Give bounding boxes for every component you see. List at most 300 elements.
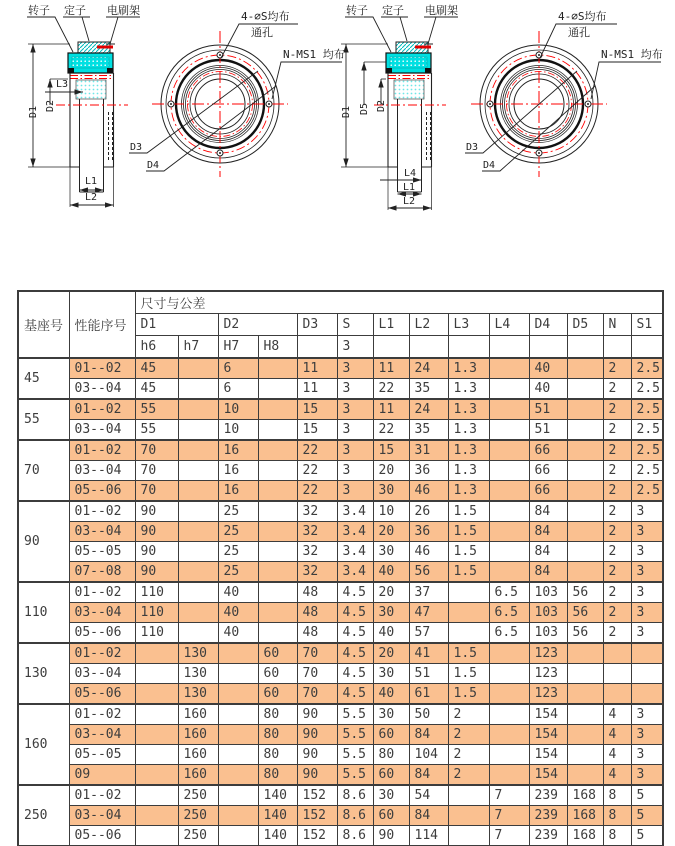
value-cell: 4.5 <box>337 603 373 623</box>
value-cell: 30 <box>373 603 409 623</box>
perf-number-cell: 03--04 <box>69 806 135 826</box>
value-cell: 8 <box>603 826 631 846</box>
header-dim: D1 <box>135 314 218 336</box>
value-cell: 60 <box>373 725 409 745</box>
value-cell: 2 <box>603 562 631 583</box>
value-cell: 84 <box>529 542 567 562</box>
value-cell <box>178 501 218 522</box>
perf-number-cell: 01--02 <box>69 440 135 461</box>
value-cell <box>135 725 178 745</box>
base-number-cell: 110 <box>18 582 69 643</box>
value-cell: 84 <box>529 562 567 583</box>
value-cell <box>567 440 603 461</box>
value-cell: 60 <box>258 664 297 684</box>
value-cell: 15 <box>373 440 409 461</box>
value-cell: 80 <box>258 745 297 765</box>
value-cell: 70 <box>297 684 337 705</box>
header-perf-number: 性能序号 <box>69 291 135 358</box>
perf-number-cell: 05--05 <box>69 745 135 765</box>
value-cell <box>567 745 603 765</box>
value-cell: 8 <box>603 785 631 806</box>
value-cell <box>178 603 218 623</box>
value-cell <box>178 522 218 542</box>
value-cell: 30 <box>373 481 409 502</box>
table-row <box>18 420 663 441</box>
value-cell: 2 <box>448 704 489 725</box>
value-cell <box>258 501 297 522</box>
value-cell: 7 <box>489 826 529 846</box>
value-cell: 3 <box>337 461 373 481</box>
value-cell <box>178 440 218 461</box>
value-cell: 110 <box>135 623 178 644</box>
holes-callout-line2-right: 通孔 <box>568 26 590 39</box>
value-cell <box>448 826 489 846</box>
value-cell: 90 <box>297 765 337 786</box>
value-cell: 36 <box>409 522 448 542</box>
value-cell: 4.5 <box>337 664 373 684</box>
holes-callout-line1-right: 4-∅S均布 <box>558 10 607 23</box>
value-cell: 70 <box>297 643 337 664</box>
value-cell: 2.5 <box>631 481 663 502</box>
dim-l1-left: L1 <box>85 176 98 187</box>
header-dim: S1 <box>631 314 663 336</box>
value-cell: 2 <box>603 542 631 562</box>
value-cell <box>567 725 603 745</box>
holes-callout-line2-left: 通孔 <box>251 26 273 39</box>
value-cell: 154 <box>529 725 567 745</box>
dim-l2-right: L2 <box>403 196 416 207</box>
value-cell: 84 <box>409 806 448 826</box>
value-cell <box>567 522 603 542</box>
value-cell: 7 <box>489 806 529 826</box>
dim-l4-right: L4 <box>404 168 417 179</box>
nms1-callout-right: N-MS1 均布 <box>601 48 663 61</box>
header-dim: D5 <box>567 314 603 336</box>
base-number-cell: 90 <box>18 501 69 582</box>
perf-number-cell: 05--05 <box>69 542 135 562</box>
value-cell <box>258 562 297 583</box>
value-cell: 60 <box>258 643 297 664</box>
value-cell: 26 <box>409 501 448 522</box>
brush-holder-label: 电刷架 <box>425 4 458 17</box>
value-cell: 2.5 <box>631 358 663 379</box>
value-cell: 40 <box>373 623 409 644</box>
value-cell: 152 <box>297 826 337 846</box>
value-cell <box>218 765 258 786</box>
value-cell <box>567 420 603 441</box>
value-cell: 4.5 <box>337 684 373 705</box>
value-cell <box>218 785 258 806</box>
value-cell: 2.5 <box>631 440 663 461</box>
value-cell: 22 <box>373 420 409 441</box>
value-cell: 45 <box>135 358 178 379</box>
rotor-label: 转子 <box>28 4 50 17</box>
value-cell: 152 <box>297 785 337 806</box>
value-cell <box>567 399 603 420</box>
value-cell <box>489 440 529 461</box>
value-cell: 90 <box>297 704 337 725</box>
value-cell: 3.4 <box>337 542 373 562</box>
value-cell: 3 <box>631 501 663 522</box>
value-cell <box>218 664 258 684</box>
value-cell: 36 <box>409 461 448 481</box>
value-cell <box>489 725 529 745</box>
table-row <box>18 522 663 542</box>
value-cell: 2 <box>603 582 631 603</box>
value-cell: 140 <box>258 806 297 826</box>
value-cell: 1.5 <box>448 684 489 705</box>
value-cell: 66 <box>529 440 567 461</box>
value-cell <box>489 562 529 583</box>
value-cell: 2.5 <box>631 461 663 481</box>
value-cell: 160 <box>178 725 218 745</box>
value-cell <box>135 765 178 786</box>
value-cell: 40 <box>529 358 567 379</box>
value-cell: 60 <box>373 806 409 826</box>
value-cell: 40 <box>373 562 409 583</box>
value-cell: 1.5 <box>448 522 489 542</box>
value-cell: 2 <box>448 745 489 765</box>
perf-number-cell: 01--02 <box>69 501 135 522</box>
value-cell: 56 <box>567 582 603 603</box>
value-cell: 45 <box>135 379 178 400</box>
value-cell: 30 <box>373 542 409 562</box>
value-cell <box>489 481 529 502</box>
value-cell: 4 <box>603 725 631 745</box>
base-number-cell: 55 <box>18 399 69 440</box>
value-cell <box>218 704 258 725</box>
header-tol <box>631 336 663 359</box>
value-cell <box>489 522 529 542</box>
dim-d4-left: D4 <box>147 160 160 171</box>
dim-d3-left: D3 <box>130 142 143 153</box>
value-cell <box>258 399 297 420</box>
header-dim: N <box>603 314 631 336</box>
value-cell: 60 <box>258 684 297 705</box>
value-cell: 8.6 <box>337 806 373 826</box>
header-tol <box>409 336 448 359</box>
value-cell: 15 <box>297 399 337 420</box>
perf-number-cell: 01--02 <box>69 643 135 664</box>
value-cell <box>218 806 258 826</box>
holes-callout-line1-left: 4-∅S均布 <box>241 10 290 23</box>
header-dim: L4 <box>489 314 529 336</box>
value-cell <box>567 501 603 522</box>
value-cell <box>489 684 529 705</box>
value-cell: 90 <box>297 745 337 765</box>
header-tol: 3 <box>337 336 373 359</box>
value-cell: 3.4 <box>337 501 373 522</box>
value-cell: 41 <box>409 643 448 664</box>
value-cell: 1.5 <box>448 643 489 664</box>
value-cell: 2 <box>603 399 631 420</box>
value-cell <box>489 420 529 441</box>
header-tol <box>373 336 409 359</box>
value-cell: 20 <box>373 461 409 481</box>
nms1-callout-left: N-MS1 均布 <box>283 48 345 61</box>
value-cell: 1.3 <box>448 379 489 400</box>
value-cell <box>258 542 297 562</box>
header-dim: L3 <box>448 314 489 336</box>
value-cell <box>489 664 529 684</box>
value-cell: 15 <box>297 420 337 441</box>
value-cell: 40 <box>218 603 258 623</box>
value-cell <box>603 684 631 705</box>
value-cell <box>135 745 178 765</box>
value-cell: 2.5 <box>631 420 663 441</box>
value-cell <box>178 481 218 502</box>
perf-number-cell: 01--02 <box>69 582 135 603</box>
table-row <box>18 582 663 603</box>
value-cell <box>489 643 529 664</box>
table-row <box>18 806 663 826</box>
value-cell: 250 <box>178 806 218 826</box>
base-number-cell: 70 <box>18 440 69 501</box>
perf-number-cell: 05--06 <box>69 481 135 502</box>
value-cell <box>448 603 489 623</box>
value-cell <box>448 623 489 644</box>
header-dim-title: 尺寸与公差 <box>135 291 663 314</box>
value-cell <box>178 379 218 400</box>
value-cell <box>567 358 603 379</box>
value-cell: 2.5 <box>631 379 663 400</box>
header-tol <box>448 336 489 359</box>
value-cell: 56 <box>567 623 603 644</box>
value-cell <box>178 461 218 481</box>
value-cell: 40 <box>218 623 258 644</box>
value-cell: 7 <box>489 785 529 806</box>
value-cell <box>603 643 631 664</box>
value-cell <box>258 603 297 623</box>
value-cell: 6 <box>218 358 258 379</box>
value-cell: 25 <box>218 501 258 522</box>
value-cell <box>178 420 218 441</box>
value-cell: 1.3 <box>448 461 489 481</box>
value-cell: 2 <box>603 481 631 502</box>
value-cell: 123 <box>529 684 567 705</box>
perf-number-cell: 05--06 <box>69 623 135 644</box>
value-cell: 130 <box>178 643 218 664</box>
value-cell: 3 <box>631 603 663 623</box>
value-cell <box>567 542 603 562</box>
table-row <box>18 785 663 806</box>
value-cell <box>489 542 529 562</box>
perf-number-cell: 01--02 <box>69 704 135 725</box>
value-cell: 84 <box>409 725 448 745</box>
perf-number-cell: 03--04 <box>69 664 135 684</box>
value-cell: 90 <box>373 826 409 846</box>
value-cell: 20 <box>373 643 409 664</box>
table-row <box>18 704 663 725</box>
table-row <box>18 562 663 583</box>
perf-number-cell: 09 <box>69 765 135 786</box>
table-row <box>18 379 663 400</box>
value-cell: 32 <box>297 562 337 583</box>
value-cell <box>567 704 603 725</box>
header-tol: h6 <box>135 336 178 359</box>
value-cell: 1.5 <box>448 542 489 562</box>
value-cell <box>489 461 529 481</box>
value-cell: 32 <box>297 542 337 562</box>
perf-number-cell: 07--08 <box>69 562 135 583</box>
header-tol <box>297 336 337 359</box>
value-cell <box>258 440 297 461</box>
value-cell: 3.4 <box>337 562 373 583</box>
value-cell <box>567 461 603 481</box>
value-cell <box>258 582 297 603</box>
value-cell <box>631 684 663 705</box>
value-cell: 239 <box>529 785 567 806</box>
value-cell: 3 <box>631 562 663 583</box>
value-cell <box>178 399 218 420</box>
value-cell: 11 <box>373 358 409 379</box>
value-cell <box>135 664 178 684</box>
value-cell <box>448 806 489 826</box>
perf-number-cell: 05--06 <box>69 684 135 705</box>
value-cell <box>135 785 178 806</box>
value-cell <box>567 481 603 502</box>
value-cell: 1.3 <box>448 358 489 379</box>
value-cell: 3 <box>631 704 663 725</box>
value-cell: 3 <box>631 745 663 765</box>
table-row <box>18 745 663 765</box>
value-cell: 2 <box>603 440 631 461</box>
value-cell <box>489 704 529 725</box>
dim-d2-left: D2 <box>45 99 56 112</box>
header-tol <box>567 336 603 359</box>
value-cell: 3 <box>631 623 663 644</box>
value-cell: 2 <box>603 623 631 644</box>
rotor-label: 转子 <box>346 4 368 17</box>
value-cell <box>178 562 218 583</box>
value-cell: 3 <box>337 481 373 502</box>
value-cell: 84 <box>529 501 567 522</box>
value-cell <box>258 461 297 481</box>
table-row <box>18 623 663 644</box>
base-number-cell: 160 <box>18 704 69 785</box>
value-cell: 104 <box>409 745 448 765</box>
spec-table-body <box>18 358 663 846</box>
value-cell <box>489 399 529 420</box>
value-cell <box>258 379 297 400</box>
value-cell: 239 <box>529 826 567 846</box>
perf-number-cell: 05--06 <box>69 826 135 846</box>
table-row <box>18 664 663 684</box>
spec-table-header <box>18 291 663 358</box>
value-cell <box>178 582 218 603</box>
value-cell: 40 <box>373 684 409 705</box>
value-cell: 10 <box>218 420 258 441</box>
value-cell: 61 <box>409 684 448 705</box>
value-cell: 3 <box>337 420 373 441</box>
value-cell: 4 <box>603 765 631 786</box>
dim-d2-right: D2 <box>376 99 387 112</box>
dim-d4-right: D4 <box>483 160 496 171</box>
header-tol <box>603 336 631 359</box>
value-cell: 2 <box>603 501 631 522</box>
stator-label: 定子 <box>382 4 404 17</box>
value-cell: 4.5 <box>337 582 373 603</box>
value-cell <box>448 785 489 806</box>
value-cell: 2 <box>603 603 631 623</box>
value-cell: 250 <box>178 826 218 846</box>
value-cell: 5.5 <box>337 704 373 725</box>
value-cell: 2 <box>603 379 631 400</box>
value-cell: 47 <box>409 603 448 623</box>
value-cell: 55 <box>135 399 178 420</box>
header-tol: h7 <box>178 336 218 359</box>
value-cell: 168 <box>567 826 603 846</box>
value-cell: 5 <box>631 826 663 846</box>
value-cell: 40 <box>218 582 258 603</box>
value-cell <box>567 765 603 786</box>
side-view-right <box>341 3 458 210</box>
value-cell: 6.5 <box>489 603 529 623</box>
value-cell: 70 <box>135 461 178 481</box>
value-cell: 154 <box>529 765 567 786</box>
value-cell <box>567 562 603 583</box>
side-view-left <box>27 3 143 207</box>
value-cell: 51 <box>529 420 567 441</box>
dim-l1-right: L1 <box>403 182 416 193</box>
spec-table <box>17 290 664 846</box>
value-cell: 140 <box>258 785 297 806</box>
value-cell <box>218 684 258 705</box>
value-cell: 35 <box>409 420 448 441</box>
perf-number-cell: 01--02 <box>69 399 135 420</box>
value-cell <box>135 806 178 826</box>
table-row <box>18 643 663 664</box>
value-cell: 70 <box>135 481 178 502</box>
header-tol <box>489 336 529 359</box>
table-row <box>18 725 663 745</box>
value-cell: 4 <box>603 704 631 725</box>
value-cell: 48 <box>297 582 337 603</box>
value-cell: 1.3 <box>448 481 489 502</box>
dim-d3-right: D3 <box>466 142 479 153</box>
value-cell: 3 <box>337 440 373 461</box>
value-cell: 11 <box>373 399 409 420</box>
header-base-number: 基座号 <box>18 291 69 358</box>
value-cell <box>258 623 297 644</box>
value-cell: 30 <box>373 664 409 684</box>
value-cell: 16 <box>218 440 258 461</box>
value-cell: 10 <box>218 399 258 420</box>
value-cell: 3 <box>631 582 663 603</box>
base-number-cell: 250 <box>18 785 69 846</box>
value-cell <box>489 379 529 400</box>
value-cell: 48 <box>297 623 337 644</box>
value-cell: 8 <box>603 806 631 826</box>
value-cell <box>631 664 663 684</box>
value-cell: 3 <box>337 358 373 379</box>
value-cell: 103 <box>529 582 567 603</box>
value-cell <box>218 643 258 664</box>
value-cell: 16 <box>218 481 258 502</box>
value-cell: 80 <box>258 765 297 786</box>
value-cell: 6.5 <box>489 623 529 644</box>
value-cell: 3 <box>631 522 663 542</box>
value-cell <box>258 358 297 379</box>
value-cell: 130 <box>178 664 218 684</box>
front-view-right <box>465 9 663 177</box>
value-cell: 10 <box>373 501 409 522</box>
value-cell <box>567 684 603 705</box>
value-cell: 84 <box>529 522 567 542</box>
value-cell: 11 <box>297 379 337 400</box>
dim-l3-left: L3 <box>56 79 69 90</box>
value-cell <box>178 358 218 379</box>
